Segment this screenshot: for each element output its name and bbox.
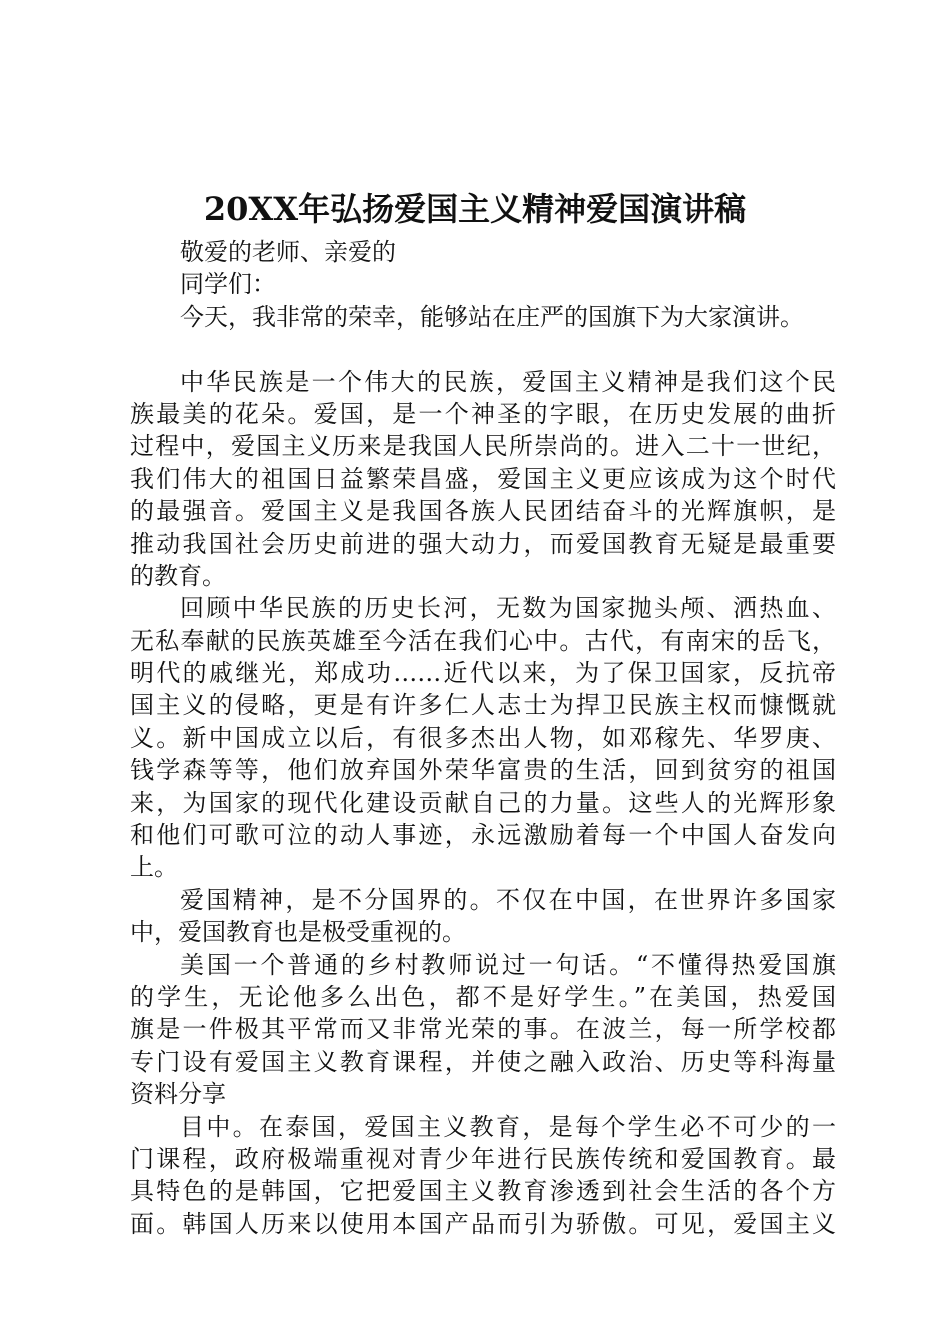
paragraph-line: 门课程，政府极端重视对青少年进行民族传统和爱国教育。最 bbox=[130, 1144, 836, 1173]
paragraph-line: 的最强音。爱国主义是我国各族人民团结奋斗的光辉旗帜，是 bbox=[130, 497, 836, 526]
paragraph-line: 族最美的花朵。爱国，是一个神圣的字眼，在历史发展的曲折 bbox=[130, 399, 836, 428]
paragraph-line: 美国一个普通的乡村教师说过一句话。“不懂得热爱国旗 bbox=[180, 950, 836, 979]
paragraph-line: 今天，我非常的荣幸，能够站在庄严的国旗下为大家演讲。 bbox=[180, 302, 804, 331]
paragraph-line: 面。韩国人历来以使用本国产品而引为骄傲。可见，爱国主义 bbox=[130, 1209, 836, 1238]
paragraph-line: 无私奉献的民族英雄至今活在我们心中。古代，有南宋的岳飞， bbox=[130, 626, 836, 655]
paragraph-line: 义。新中国成立以后，有很多杰出人物，如邓稼先、华罗庚、 bbox=[130, 723, 836, 752]
paragraph-line: 敬爱的老师、亲爱的 bbox=[180, 238, 396, 266]
paragraph-line: 具特色的是韩国，它把爱国主义教育渗透到社会生活的各个方 bbox=[130, 1177, 836, 1206]
paragraph-line: 同学们： bbox=[180, 270, 276, 299]
paragraph-line: 专门设有爱国主义教育课程，并使之融入政治、历史等科海量 bbox=[130, 1047, 836, 1076]
document-title: 20XX年弘扬爱国主义精神爱国演讲稿 bbox=[203, 190, 747, 228]
paragraph-line: 爱国精神，是不分国界的。不仅在中国，在世界许多国家 bbox=[180, 885, 836, 914]
paragraph-line: 资料分享 bbox=[130, 1080, 226, 1109]
document-body bbox=[130, 236, 836, 1240]
paragraph-line: 中，爱国教育也是极受重视的。 bbox=[130, 918, 466, 947]
paragraph-line: 目中。在泰国，爱国主义教育，是每个学生必不可少的一 bbox=[180, 1112, 836, 1141]
paragraph-line: 推动我国社会历史前进的强大动力，而爱国教育无疑是最重要 bbox=[130, 529, 836, 558]
paragraph-line: 旗是一件极其平常而又非常光荣的事。在波兰，每一所学校都 bbox=[130, 1015, 836, 1044]
blank-line bbox=[130, 333, 836, 365]
paragraph-line: 国主义的侵略，更是有许多仁人志士为捍卫民族主权而慷慨就 bbox=[130, 691, 836, 720]
paragraph-line: 明代的戚继光，郑成功……近代以来，为了保卫国家，反抗帝 bbox=[130, 659, 836, 688]
paragraph-line: 和他们可歌可泣的动人事迹，永远激励着每一个中国人奋发向 bbox=[130, 821, 836, 850]
paragraph-line: 过程中，爱国主义历来是我国人民所崇尚的。进入二十一世纪， bbox=[130, 432, 836, 461]
paragraph-line: 回顾中华民族的历史长河，无数为国家抛头颅、洒热血、 bbox=[180, 594, 836, 623]
paragraph-line: 的学生，无论他多么出色，都不是好学生。”在美国，热爱国 bbox=[130, 982, 836, 1011]
paragraph-line: 上。 bbox=[130, 853, 178, 882]
paragraph-line: 来，为国家的现代化建设贡献自己的力量。这些人的光辉形象 bbox=[130, 788, 836, 817]
paragraph-line: 钱学森等等，他们放弃国外荣华富贵的生活，回到贫穷的祖国 bbox=[130, 756, 836, 785]
paragraph-line: 我们伟大的祖国日益繁荣昌盛，爱国主义更应该成为这个时代 bbox=[130, 464, 836, 493]
paragraph-line: 的教育。 bbox=[130, 561, 226, 590]
paragraph-line: 中华民族是一个伟大的民族，爱国主义精神是我们这个民 bbox=[180, 367, 836, 396]
